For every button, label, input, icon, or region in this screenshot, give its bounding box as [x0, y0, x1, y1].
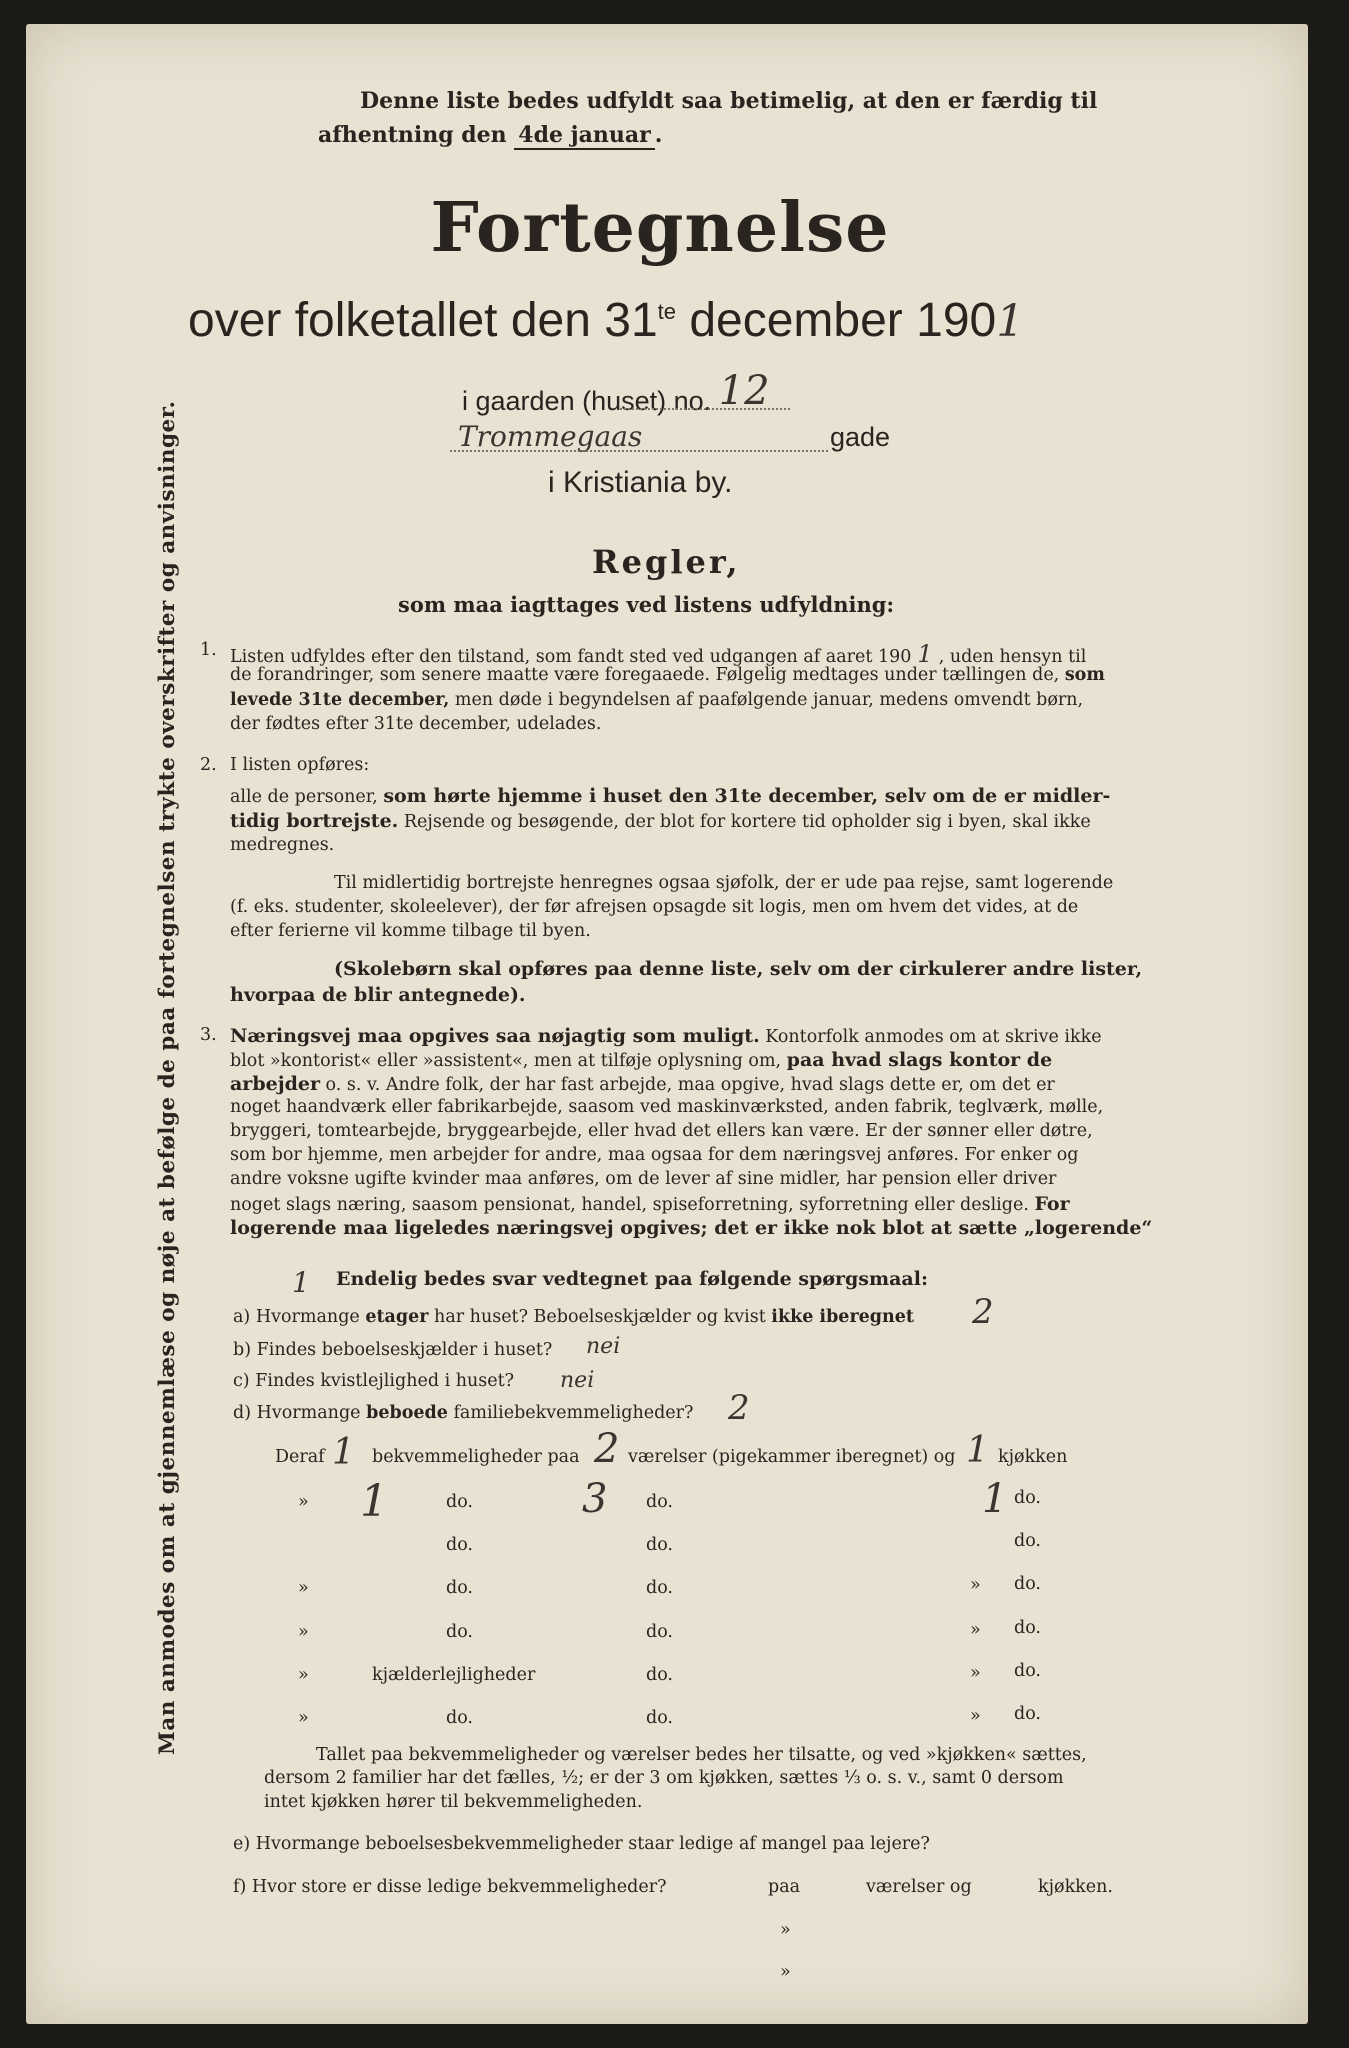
house-line: i gaarden (huset) no. 12 [462, 368, 770, 416]
answer-c: nei [560, 1368, 595, 1393]
questions-intro: Endelig bedes svar vedtegnet paa følgende spørgsmaal: [336, 1268, 928, 1290]
row1-vaer: 2 [594, 1426, 620, 1472]
answer-d: 2 [728, 1388, 750, 1428]
question-f: f) Hvor store er disse ledige bekvemmeligheder? [233, 1877, 667, 1897]
page-title: Fortegnelse [430, 188, 890, 268]
city-line: i Kristiania by. [548, 466, 733, 499]
pickup-date: 4de januar [514, 122, 654, 150]
f-kjok: kjøkken. [1038, 1877, 1113, 1897]
house-number: 12 [718, 368, 770, 414]
question-b: b) Findes beboelseskjælder i huset? [233, 1340, 553, 1360]
question-e: e) Hvormange beboelsesbekvemmeligheder staar ledige af mangel paa lejere? [233, 1834, 930, 1854]
street-suffix: gade [830, 422, 891, 452]
question-d: d) Hvormange beboede familiebekvemmeligheder? [233, 1403, 694, 1423]
year-handwritten: 1 [996, 296, 1025, 347]
question-a: a) Hvormange etager har huset? Beboelseskjælder og kvist ikke iberegnet [233, 1307, 914, 1327]
page-subtitle: over folketallet den $31^{te}$ december 1901 [188, 294, 1025, 347]
rules-subheading: som maa iagttages ved listens udfyldning: [398, 592, 895, 617]
street-line [450, 450, 828, 452]
f-paa: paa [768, 1877, 801, 1897]
f-vaer: værelser og [866, 1877, 972, 1897]
notice-line-1: Denne liste bedes udfyldt saa betimelig, at den er færdig til [360, 88, 1098, 114]
house-number-line [620, 408, 790, 410]
question-c: c) Findes kvistlejlighed i huset? [233, 1371, 515, 1391]
intro-mark: 1 [292, 1266, 310, 1299]
row1-kjok: 1 [966, 1430, 989, 1471]
row2-vaer: 3 [582, 1476, 608, 1522]
row2-bekv: 1 [360, 1476, 388, 1527]
rules-heading: Regler, [592, 543, 741, 581]
street-name: Trommegaas [458, 420, 643, 453]
notice-line-2: afhentning den 4de januar . [318, 122, 663, 148]
f-quote-1: » [780, 1920, 791, 1940]
answer-a: 2 [972, 1292, 994, 1332]
f-quote-2: » [780, 1962, 791, 1982]
answer-b: nei [586, 1334, 621, 1359]
row1-bekv: 1 [332, 1432, 355, 1473]
row2-kjok: 1 [982, 1476, 1008, 1522]
side-instruction: Man anmodes om at gjennemlæse og nøje at befølge de paa fortegnelsen trykte overskrifter og anvisninger. [155, 400, 180, 1755]
